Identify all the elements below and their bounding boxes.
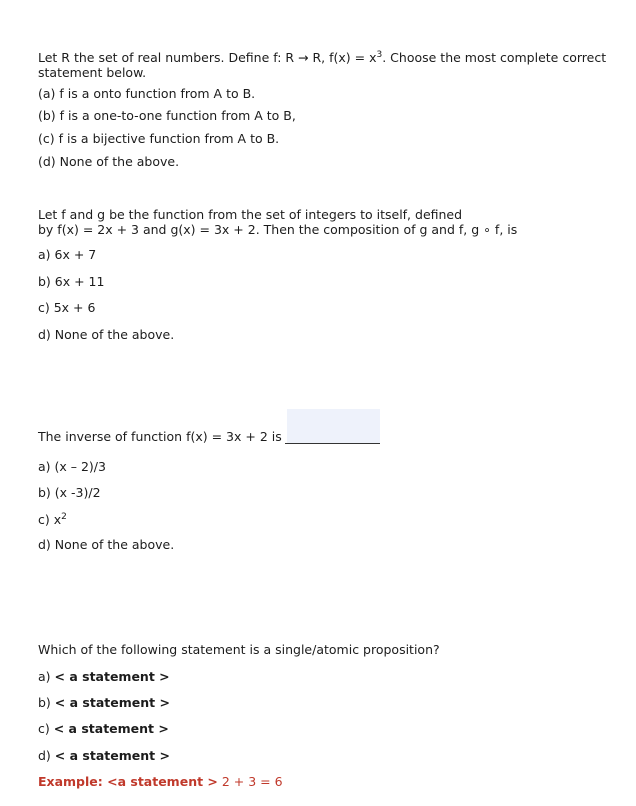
q1-option-c: (c) f is a bijective function from A to B.: [38, 131, 280, 146]
q1-option-d: (d) None of the above.: [38, 154, 180, 169]
q3-option-d: d) None of the above.: [38, 537, 175, 552]
answer-blank-fill: [287, 409, 380, 443]
q4-option-a: [38, 669, 170, 684]
q3-option-c: [38, 510, 67, 527]
q4-option-b-value: < a statement >: [54, 695, 170, 710]
q4-option-a-value: < a statement >: [54, 669, 170, 684]
q4-option-c: [38, 721, 169, 736]
q1-option-a: (a) f is a onto function from A to B.: [38, 86, 256, 101]
q4-option-c-value: < a statement >: [53, 721, 169, 736]
q2-stem: [38, 207, 628, 237]
q2-option-c: c) 5x + 6: [38, 300, 96, 315]
q1-stem: [38, 48, 628, 80]
q3-stem-text: The inverse of function f(x) = 3x + 2 is: [38, 429, 282, 444]
q1-stem-line2: statement below.: [38, 65, 147, 81]
q3-option-c-sup: 2: [61, 512, 67, 522]
q4-option-d-value: < a statement >: [54, 748, 170, 763]
q4-example-value: 2 + 3 = 6: [217, 774, 283, 789]
q2-stem-line1: Let f and g be the function from the set of integers to itself, defined: [38, 207, 463, 222]
q3-option-c-text: c) x: [38, 512, 62, 528]
q1-stem-sup: 3: [376, 50, 383, 60]
q3-option-a: a) (x – 2)/3: [38, 459, 106, 474]
q4-option-b: [38, 695, 170, 710]
q4-option-a-prefix: a): [38, 669, 55, 684]
answer-blank-input[interactable]: [285, 409, 380, 445]
q2-option-d: d) None of the above.: [38, 327, 175, 342]
q4-option-d-prefix: d): [38, 748, 55, 763]
q4-example-label: Example: <a statement >: [38, 774, 218, 789]
q2-stem-line2: by f(x) = 2x + 3 and g(x) = 3x + 2. Then the composition of g and f, g ∘ f, is: [38, 222, 518, 237]
q4-option-b-prefix: b): [38, 695, 55, 710]
q4-example: [38, 774, 283, 789]
q3-option-b: b) (x -3)/2: [38, 485, 101, 500]
q1-stem-line1-end: . Choose the most complete correct: [382, 50, 607, 66]
q4-stem: Which of the following statement is a single/atomic proposition?: [38, 642, 440, 657]
q4-option-d: [38, 748, 170, 763]
q1-stem-line1: Let R the set of real numbers. Define f: R → R, f(x) = x: [38, 50, 377, 66]
q2-option-a: a) 6x + 7: [38, 247, 97, 262]
q4-option-c-prefix: c): [38, 721, 54, 736]
q1-option-b: (b) f is a one-to-one function from A to B,: [38, 108, 296, 123]
answer-blank-underline: [285, 443, 380, 444]
q3-stem: [38, 409, 380, 445]
q2-option-b: b) 6x + 11: [38, 274, 105, 289]
